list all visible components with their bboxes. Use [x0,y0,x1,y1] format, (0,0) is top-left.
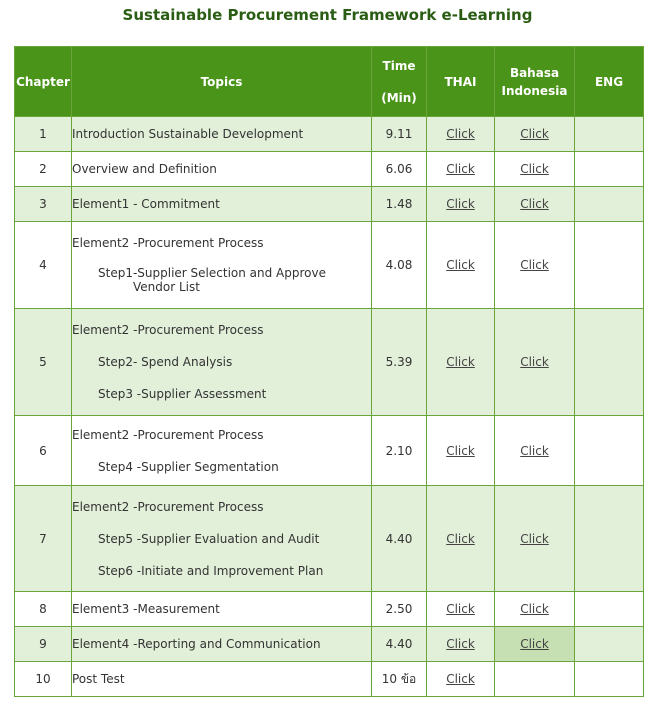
time-cell: 10 ข้อ [372,662,427,697]
topic-cell [72,486,372,592]
topic-step-line: Step6 -Initiate and Improvement Plan [98,563,324,578]
eng-cell [575,592,644,627]
eng-cell [575,416,644,486]
table-row [15,486,644,592]
chapter-number: 9 [15,627,72,662]
topic-cell [72,662,372,697]
page-title: Sustainable Procurement Framework e-Learning [122,6,533,24]
thai-click-link[interactable]: Click [446,197,475,211]
table-row [15,187,644,222]
topic-cell [72,627,372,662]
time-cell: 4.40 [372,627,427,662]
time-cell: 4.08 [372,222,427,309]
header-chapter: Chapter [15,47,72,117]
chapter-number: 3 [15,187,72,222]
table-row [15,416,644,486]
thai-click-link[interactable]: Click [446,162,475,176]
header-thai: THAI [427,47,495,117]
topic-step-line: Step2- Spend Analysis [98,355,233,369]
topic-line: Overview and Definition [72,162,217,176]
thai-click-link[interactable]: Click [446,127,475,141]
thai-click-link[interactable]: Click [446,258,475,272]
topic-step-line: Vendor List [133,280,200,294]
bahasa-click-link[interactable]: Click [520,197,549,211]
eng-cell [575,187,644,222]
topic-step-line: Step3 -Supplier Assessment [98,387,267,401]
bahasa-cell [495,187,575,222]
bahasa-click-link[interactable]: Click [520,258,549,272]
time-cell: 5.39 [372,309,427,416]
topic-line: Element3 -Measurement [72,602,220,616]
bahasa-click-link[interactable]: Click [520,443,549,458]
header-bahasa-line1: Bahasa [509,65,560,80]
thai-cell [427,416,495,486]
eng-cell [575,662,644,697]
topic-line: Element2 -Procurement Process [72,323,264,337]
bahasa-cell [495,592,575,627]
thai-click-link[interactable]: Click [446,355,475,369]
bahasa-cell [495,222,575,309]
table-row [15,152,644,187]
thai-cell [427,222,495,309]
bahasa-cell [495,627,575,662]
thai-click-link[interactable]: Click [446,672,475,686]
chapter-number: 2 [15,152,72,187]
topic-line: Element2 -Procurement Process [72,236,264,250]
time-cell: 2.10 [372,416,427,486]
header-time-unit: (Min) [381,90,417,105]
time-cell: 4.40 [372,486,427,592]
thai-cell [427,152,495,187]
thai-cell [427,486,495,592]
bahasa-cell [495,662,575,697]
thai-click-link[interactable]: Click [446,531,475,546]
table-row [15,117,644,152]
header-eng: ENG [575,47,644,117]
chapter-number: 6 [15,416,72,486]
topic-line: Element1 - Commitment [72,197,220,211]
header-time [372,47,427,117]
topic-cell [72,187,372,222]
bahasa-click-link[interactable]: Click [520,637,549,651]
table-row [15,309,644,416]
header-bahasa [495,47,575,117]
time-cell: 9.11 [372,117,427,152]
topic-cell [72,416,372,486]
thai-click-link[interactable]: Click [446,637,475,651]
eng-cell [575,486,644,592]
eng-cell [575,117,644,152]
header-bahasa-line2: Indonesia [501,83,568,98]
bahasa-cell [495,152,575,187]
table-row [15,592,644,627]
topic-line: Element4 -Reporting and Communication [72,637,321,651]
chapter-number: 5 [15,309,72,416]
chapter-number: 7 [15,486,72,592]
bahasa-click-link[interactable]: Click [520,162,549,176]
time-cell: 2.50 [372,592,427,627]
thai-cell [427,662,495,697]
thai-cell [427,117,495,152]
topic-cell [72,222,372,309]
topic-line: Element2 -Procurement Process [72,427,264,442]
thai-cell [427,592,495,627]
chapter-number: 8 [15,592,72,627]
thai-cell [427,187,495,222]
table-header-row [15,47,644,117]
bahasa-cell [495,309,575,416]
topic-cell [72,117,372,152]
time-cell: 6.06 [372,152,427,187]
topic-line: Introduction Sustainable Development [72,127,304,141]
thai-cell [427,309,495,416]
thai-click-link[interactable]: Click [446,443,475,458]
table-row [15,662,644,697]
chapter-number: 10 [15,662,72,697]
bahasa-click-link[interactable]: Click [520,531,549,546]
topic-step-line: Step5 -Supplier Evaluation and Audit [98,531,320,546]
thai-click-link[interactable]: Click [446,602,475,616]
bahasa-cell [495,416,575,486]
topic-step-line: Step4 -Supplier Segmentation [98,459,279,474]
course-table [14,46,644,697]
eng-cell [575,152,644,187]
bahasa-click-link[interactable]: Click [520,127,549,141]
topic-cell [72,309,372,416]
header-time-label: Time [382,58,416,73]
eng-cell [575,309,644,416]
topic-step-line: Step1-Supplier Selection and Approve [98,266,326,280]
topic-cell [72,592,372,627]
bahasa-cell [495,117,575,152]
table-row [15,627,644,662]
header-topics: Topics [72,47,372,117]
topic-line: Element2 -Procurement Process [72,499,264,514]
thai-cell [427,627,495,662]
time-cell: 1.48 [372,187,427,222]
bahasa-cell [495,486,575,592]
chapter-number: 4 [15,222,72,309]
bahasa-click-link[interactable]: Click [520,355,549,369]
eng-cell [575,627,644,662]
topic-line: Post Test [72,672,125,686]
chapter-number: 1 [15,117,72,152]
topic-cell [72,152,372,187]
bahasa-click-link[interactable]: Click [520,602,549,616]
table-row [15,222,644,309]
eng-cell [575,222,644,309]
